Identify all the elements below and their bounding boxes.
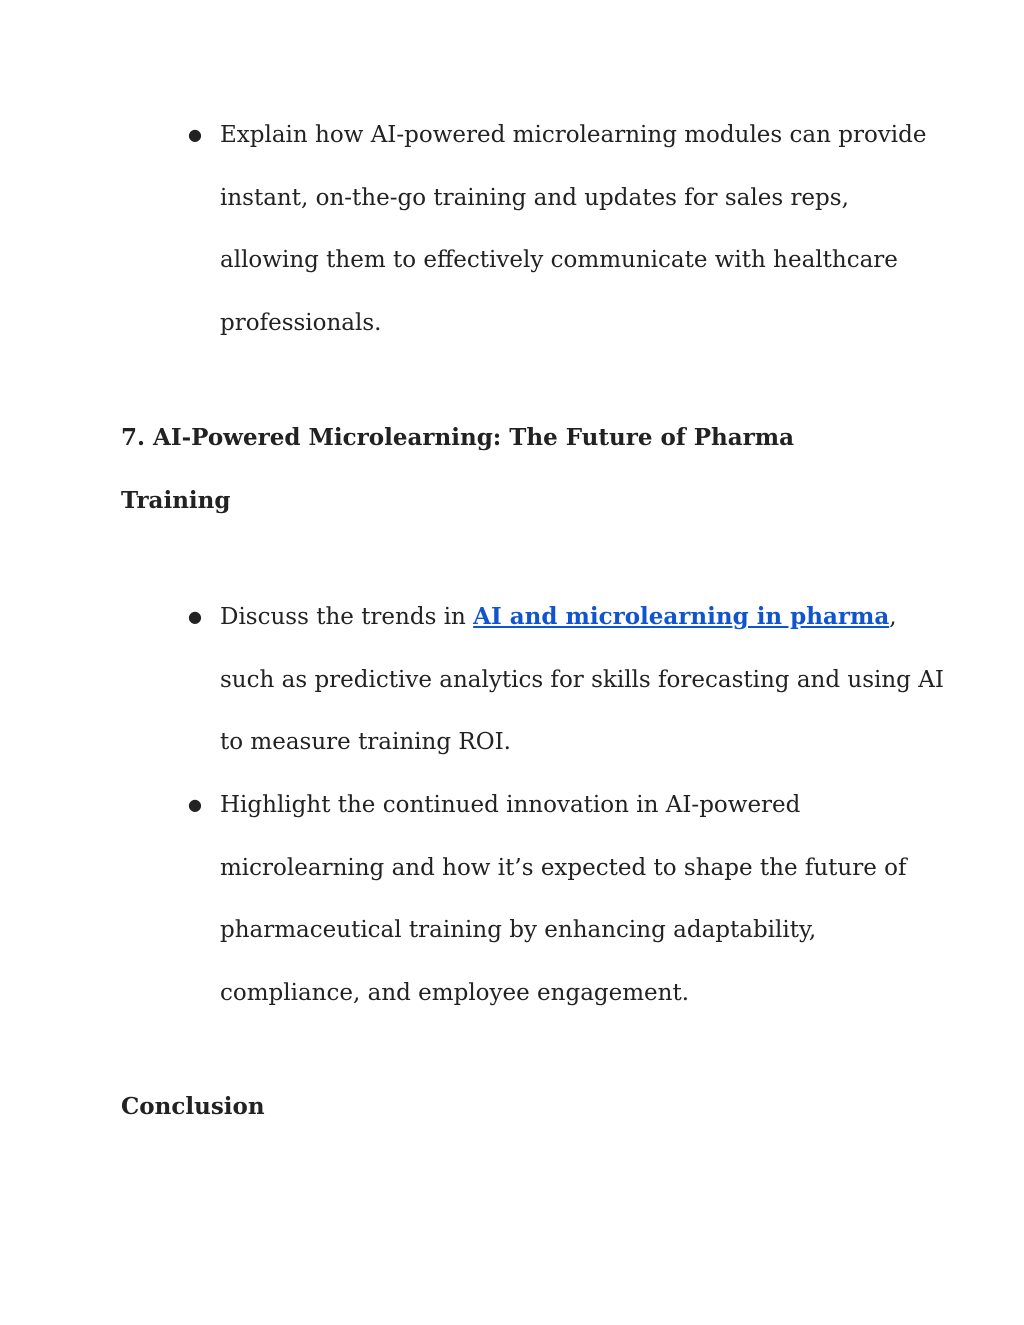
ai-microlearning-pharma-link[interactable]: AI and microlearning in pharma [473, 603, 890, 630]
bullet-text [220, 774, 918, 1024]
bullet-item-explain [188, 104, 927, 354]
bullet-item-trends [188, 586, 944, 774]
section-heading-7 [121, 407, 794, 532]
bullet-text [220, 586, 944, 774]
text-line: compliance, and employee engagement. [220, 979, 690, 1006]
text-line: Highlight the continued innovation in AI-powered [220, 792, 801, 818]
text-line: such as predictive analytics for skills forecasting and using AI [220, 666, 944, 693]
text-line [220, 586, 918, 649]
text-segment: Discuss the trends in [220, 604, 474, 630]
bullet-icon: ● [188, 607, 202, 626]
heading-line: Conclusion [121, 1093, 265, 1120]
bullet-item-innovation [188, 774, 918, 1024]
heading-line: 7. AI-Powered Microlearning: The Future of Pharma [121, 424, 795, 451]
text-line: microlearning and how it’s expected to shape the future of [220, 854, 907, 881]
bullet-text [220, 104, 927, 354]
text-line: professionals. [220, 309, 382, 336]
text-segment: , [889, 604, 897, 630]
text-line: pharmaceutical training by enhancing adaptability, [220, 917, 817, 943]
text-line: allowing them to effectively communicate with healthcare [220, 247, 898, 273]
section-heading-conclusion [121, 1076, 265, 1139]
text-line: to measure training ROI. [220, 729, 511, 755]
heading-line: Training [121, 486, 231, 514]
text-line: instant, on-the-go training and updates for sales reps, [220, 184, 849, 211]
bullet-icon: ● [188, 795, 202, 814]
bullet-icon: ● [188, 125, 202, 144]
text-line: Explain how AI-powered microlearning modules can provide [220, 122, 927, 148]
